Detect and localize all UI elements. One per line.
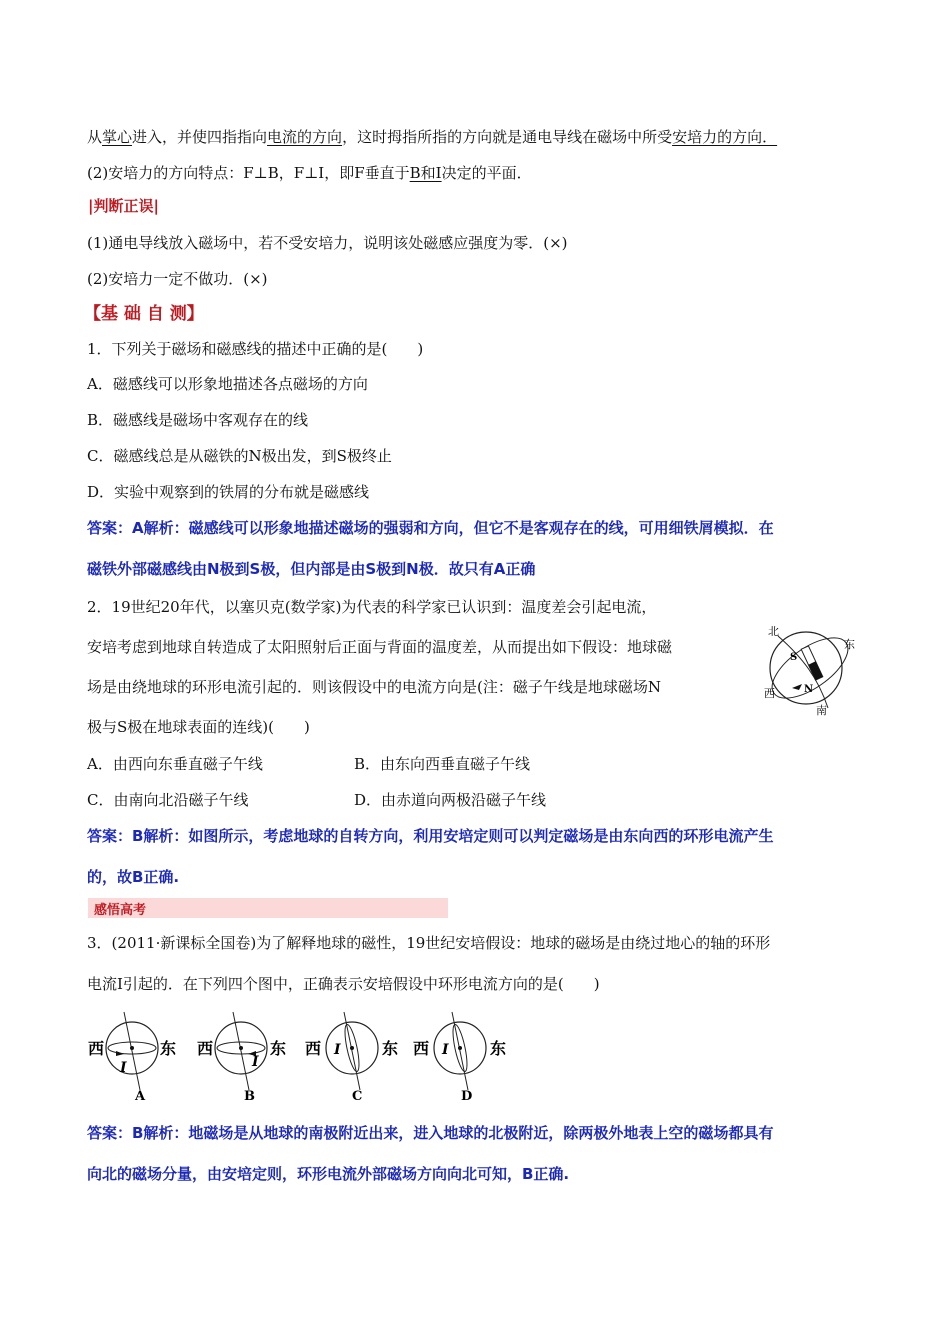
figure-d-east: 东 (490, 1039, 507, 1058)
figure-b-axis (233, 1012, 249, 1090)
q3-figure-a (88, 1012, 176, 1104)
q1-option-b: B．磁感线是磁场中客观存在的线 (87, 411, 309, 429)
judge-tag: |判断正误| (88, 197, 159, 215)
label-west: 西 (764, 687, 775, 700)
intro-line-1 (87, 127, 777, 147)
figure-d-label: D (461, 1089, 473, 1104)
q3-answer-line-1: 答案：B解析：地磁场是从地球的南极附近出来，进入地球的北极附近，除两极外地表上空的磁场都具有 (87, 1124, 774, 1142)
figure-d-west: 西 (413, 1039, 430, 1058)
q2-option-a: A．由西向东垂直磁子午线 (87, 755, 263, 773)
basic-test-heading: 【基 础 自 测】 (84, 304, 204, 324)
gaokao-banner (88, 898, 448, 918)
figure-c-label: C (352, 1089, 363, 1104)
text: 决定的平面． (441, 164, 532, 182)
text: (2)安培力的方向特点：F⊥B，F⊥I，即F垂直于 (87, 164, 410, 182)
underlined-term: 安培力的方向． (672, 128, 778, 146)
q2-option-c: C．由南向北沿磁子午线 (87, 791, 249, 809)
label-n-pole: N (804, 684, 814, 695)
q1-option-c: C．磁感线总是从磁铁的N极出发，到S极终止 (87, 447, 392, 465)
label-east: 东 (844, 638, 855, 651)
figure-b-current: I (252, 1054, 259, 1070)
q2-stem-line-4: 极与S极在地球表面的连线)( ) (87, 718, 310, 736)
text: ，这时拇指所指的方向就是通电导线在磁场中所受 (342, 128, 673, 146)
q2-stem-line-1: 2．19世纪20年代，以塞贝克(数学家)为代表的科学家已认识到：温度差会引起电流， (87, 598, 657, 616)
underlined-term: 掌心 (102, 128, 133, 146)
gaokao-banner-label: 感悟高考 (94, 903, 147, 918)
q2-stem-line-2: 安培考虑到地球自转造成了太阳照射后正面与背面的温度差，从而提出如下假设：地球磁 (87, 638, 673, 656)
q1-option-d: D．实验中观察到的铁屑的分布就是磁感线 (87, 483, 370, 501)
figure-c-center (350, 1046, 354, 1050)
label-s-pole: S (790, 652, 798, 663)
q2-stem-line-3: 场是由绕地球的环形电流引起的．则该假设中的电流方向是(注：磁子午线是地球磁场N (87, 678, 661, 696)
q3-stem-line-1: 3．(2011·新课标全国卷)为了解释地球的磁性，19世纪安培假设：地球的磁场是由绕过地心的轴的环形 (87, 934, 771, 952)
figure-a-west: 西 (88, 1039, 105, 1058)
figure-b-west: 西 (197, 1039, 214, 1058)
figure-c-west: 西 (305, 1039, 322, 1058)
text: 从 (87, 128, 103, 146)
figure-a-current: I (120, 1060, 127, 1076)
figure-d-center (458, 1046, 462, 1050)
figure-b-center (239, 1046, 243, 1050)
q3-figure-b (197, 1012, 286, 1104)
q1-stem: 1．下列关于磁场和磁感线的描述中正确的是( ) (87, 340, 424, 358)
q2-answer-line-2: 的，故B正确. (87, 868, 180, 886)
q1-option-a: A．磁感线可以形象地描述各点磁场的方向 (87, 375, 368, 393)
q3-figures (80, 1008, 520, 1104)
label-north: 北 (768, 625, 779, 638)
q1-answer-line-2: 磁铁外部磁感线由N极到S极，但内部是由S极到N极．故只有A正确 (87, 560, 536, 578)
q2-earth-magnet-figure (758, 618, 858, 718)
figure-a-axis (124, 1012, 140, 1090)
q2-option-d: D．由赤道向两极沿磁子午线 (354, 791, 547, 809)
q2-answer-line-1: 答案：B解析：如图所示，考虑地球的自转方向，利用安培定则可以判定磁场是由东向西的环形电流产生 (87, 827, 774, 845)
q3-answer-line-2: 向北的磁场分量，由安培定则，环形电流外部磁场方向向北可知，B正确. (87, 1165, 570, 1183)
figure-a-center (130, 1046, 134, 1050)
figure-d-current: I (442, 1042, 449, 1058)
figure-b-east: 东 (270, 1039, 287, 1058)
figure-a-label: A (135, 1089, 146, 1104)
q3-figure-d (413, 1012, 506, 1104)
q3-figure-c (305, 1012, 398, 1104)
q1-answer-line-1: 答案：A解析：磁感线可以形象地描述磁场的强弱和方向，但它不是客观存在的线，可用细铁屑模拟．在 (87, 519, 774, 537)
judge-item-2: (2)安培力一定不做功．(×) (87, 270, 268, 288)
underlined-term: B和I (409, 164, 442, 182)
label-south: 南 (816, 704, 827, 717)
figure-c-east: 东 (382, 1039, 399, 1058)
arrow-icon (792, 684, 802, 690)
q2-option-b: B．由东向西垂直磁子午线 (354, 755, 531, 773)
intro-line-2 (87, 163, 532, 183)
q3-stem-line-2: 电流I引起的．在下列四个图中，正确表示安培假设中环形电流方向的是( ) (87, 975, 600, 993)
figure-b-label: B (244, 1089, 255, 1104)
magnet-n-pole (808, 661, 822, 680)
text: 进入，并使四指指向 (132, 128, 268, 146)
underlined-term: 电流的方向 (267, 128, 343, 146)
figure-a-east: 东 (160, 1039, 177, 1058)
judge-item-1: (1)通电导线放入磁场中，若不受安培力，说明该处磁感应强度为零．(×) (87, 234, 568, 252)
figure-c-current: I (334, 1042, 341, 1058)
